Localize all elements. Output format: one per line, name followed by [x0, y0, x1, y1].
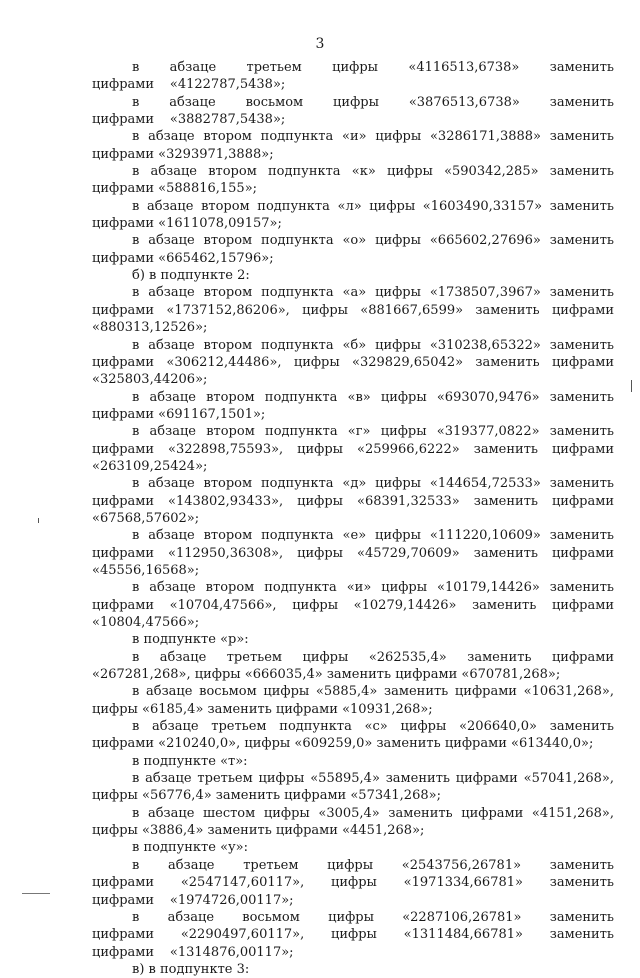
subsection-heading: в подпункте «т»: [132, 753, 248, 769]
page-number: 3 [315, 36, 325, 52]
amendment-paragraph: в абзаце втором подпункта «о» цифры «665602,27696» заменить цифрами «665462,15796»; [92, 233, 614, 266]
subsection-heading: в подпункте «у»: [132, 840, 249, 856]
section-heading: б) в подпункте 2: [132, 268, 250, 284]
amendment-paragraph: в абзаце третьем подпункта «с» цифры «206640,0» заменить цифрами «210240,0», цифры «609259,0» заменить цифрами «613440,0»; [92, 719, 614, 752]
scan-mark [38, 518, 39, 523]
amendment-paragraph: в абзаце втором подпункта «и» цифры «10179,14426» заменить цифрами «10704,47566», цифры «10279,14426» заменить цифрами «10804,47566»; [92, 580, 614, 630]
amendment-paragraph: в абзаце третьем цифры «2543756,26781» заменить цифрами «2547147,60117», цифры «1971334,66781» заменить цифрами «1974726,00117»; [92, 857, 614, 908]
amendment-paragraph: в абзаце третьем цифры «262535,4» заменить цифрами «267281,268», цифры «666035,4» заменить цифрами «670781,268»; [92, 649, 614, 683]
amendment-paragraph: в абзаце шестом цифры «3005,4» заменить цифрами «4151,268», цифры «3886,4» заменить цифрами «4451,268»; [92, 805, 614, 839]
amendment-paragraph: в абзаце втором подпункта «б» цифры «310238,65322» заменить цифрами «306212,44486», цифры «329829,65042» заменить цифрами «325803,44206»; [92, 337, 614, 388]
amendment-paragraph: в абзаце втором подпункта «д» цифры «144654,72533» заменить цифрами «143802,93433», цифры «68391,32533» заменить цифрами «67568,57602»; [92, 476, 614, 526]
amendment-paragraph: в абзаце втором подпункта «л» цифры «1603490,33157» заменить цифрами «1611078,09157»; [92, 198, 614, 232]
amendment-paragraph: в абзаце втором подпункта «а» цифры «1738507,3967» заменить цифрами «1737152,86206», цифры «881667,6599» заменить цифрами «880313,12526»; [92, 285, 614, 336]
section-heading: в) в подпункте 3: [132, 961, 250, 977]
scan-mark [22, 893, 50, 894]
amendment-paragraph: в абзаце втором подпункта «к» цифры «590342,285» заменить цифрами «588816,155»; [92, 164, 614, 197]
amendment-paragraph: в абзаце восьмом цифры «3876513,6738» заменить цифрами «3882787,5438»; [92, 94, 614, 128]
amendment-paragraph: в абзаце втором подпункта «е» цифры «111220,10609» заменить цифрами «112950,36308», цифры «45729,70609» заменить цифрами «45556,16568»; [92, 528, 614, 578]
amendment-paragraph: в абзаце восьмом цифры «5885,4» заменить цифрами «10631,268», цифры «6185,4» заменить цифрами «10931,268»; [92, 684, 614, 717]
amendment-paragraph: в абзаце втором подпункта «в» цифры «693070,9476» заменить цифрами «691167,1501»; [92, 389, 614, 422]
amendment-paragraph: в абзаце втором подпункта «г» цифры «319377,0822» заменить цифрами «322898,75593», цифры «259966,6222» заменить цифрами «263109,25424»; [92, 424, 614, 474]
subsection-heading: в подпункте «р»: [132, 632, 249, 648]
amendment-paragraph: в абзаце третьем цифры «55895,4» заменить цифрами «57041,268», цифры «56776,4» заменить цифрами «57341,268»; [92, 771, 614, 804]
amendment-paragraph: в абзаце восьмом цифры «2287106,26781» заменить цифрами «2290497,60117», цифры «1311484,66781» заменить цифрами «1314876,00117»; [92, 909, 614, 960]
amendment-paragraph: в абзаце третьем цифры «4116513,6738» заменить цифрами «4122787,5438»; [92, 60, 614, 93]
document-body [92, 59, 614, 978]
amendment-paragraph: в абзаце втором подпункта «и» цифры «3286171,3888» заменить цифрами «3293971,3888»; [92, 129, 614, 162]
scan-mark [631, 380, 632, 392]
